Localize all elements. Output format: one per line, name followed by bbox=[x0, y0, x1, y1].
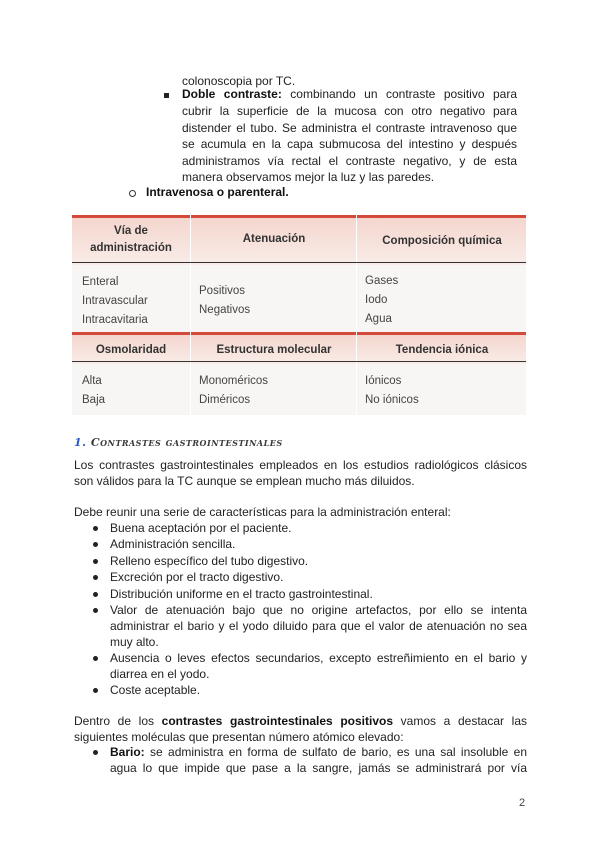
composicion-value: Iodo bbox=[365, 294, 388, 306]
header-via-administracion: Vía de administración bbox=[90, 225, 172, 254]
section-number: 1. bbox=[74, 436, 87, 449]
header-estructura-molecular: Estructura molecular bbox=[216, 344, 332, 356]
para1-line1: Los contrastes gastrointestinales empleados en los estudios radiológicos clásicos bbox=[74, 458, 527, 472]
atenuacion-value: Negativos bbox=[199, 304, 251, 316]
square-bullet-icon bbox=[164, 93, 169, 98]
bullet-item: Distribución uniforme en el tracto gastrointestinal. bbox=[110, 587, 373, 601]
bullet-icon bbox=[93, 656, 98, 661]
doble-contraste-line4: se acumula en la capa submucosa del intestino y después bbox=[182, 137, 517, 151]
row-divider bbox=[72, 361, 526, 362]
colonoscopia-line: colonoscopia por TC. bbox=[182, 74, 296, 88]
para1-line2: son válidos para la TC aunque se emplean mucho más diluidos. bbox=[74, 474, 415, 488]
header-osmolaridad: Osmolaridad bbox=[95, 344, 167, 356]
bullet-valor-line3: muy alto. bbox=[110, 635, 159, 649]
bullet-icon bbox=[93, 688, 98, 693]
para3-bold: contrastes gastrointestinales positivos bbox=[161, 714, 394, 728]
header-atenuacion: Atenuación bbox=[242, 233, 306, 245]
header-tendencia-ionica: Tendencia iónica bbox=[395, 344, 489, 356]
bullet-item: Relleno específico del tubo digestivo. bbox=[110, 554, 309, 568]
section-heading bbox=[74, 436, 283, 449]
bario-line2: agua lo que impide que pase a la sangre, jamás se administrará por vía bbox=[110, 761, 527, 775]
bullet-valor-line2: administrar el bario y el yodo diluido para que el valor de atenuación no sea bbox=[110, 619, 527, 633]
intravenosa-label: Intravenosa o parenteral. bbox=[146, 185, 289, 199]
via-value: Enteral bbox=[82, 276, 119, 288]
intravenosa-line bbox=[146, 185, 289, 200]
hollow-bullet-icon bbox=[129, 190, 136, 197]
estructura-value: Monoméricos bbox=[199, 375, 269, 387]
composicion-value: Agua bbox=[365, 313, 392, 325]
tendencia-value: No iónicos bbox=[365, 394, 419, 406]
bullet-coste: Coste aceptable. bbox=[110, 683, 201, 697]
page-number: 2 bbox=[519, 797, 526, 809]
bullet-item: Buena aceptación por el paciente. bbox=[110, 521, 292, 535]
doble-contraste-line3: distender el tubo. Se administra el contraste intravenoso que bbox=[182, 121, 517, 135]
bullet-ausencia-line2: diarrea en el yodo. bbox=[110, 667, 210, 681]
para3-line2: siguientes moléculas que presentan número atómico elevado: bbox=[74, 730, 404, 744]
osmolaridad-value: Baja bbox=[82, 394, 106, 406]
bullet-icon bbox=[93, 750, 98, 755]
bullet-icon bbox=[93, 559, 98, 564]
row-divider bbox=[72, 262, 526, 263]
para3-post: vamos a destacar las bbox=[393, 714, 528, 728]
para2: Debe reunir una serie de características para la administración enteral: bbox=[74, 505, 451, 519]
doble-contraste-line2: cubrir la superficie de la mucosa con otro negativo para bbox=[182, 104, 517, 118]
bullet-icon bbox=[93, 575, 98, 580]
para3-line1 bbox=[74, 714, 527, 729]
bullet-item: Excreción por el tracto digestivo. bbox=[110, 570, 284, 584]
tendencia-value: Iónicos bbox=[365, 375, 402, 387]
bullet-valor-line1: Valor de atenuación bajo que no origine artefactos, por ello se intenta bbox=[110, 603, 527, 617]
via-value: Intracavitaria bbox=[82, 314, 148, 326]
col-divider bbox=[356, 215, 357, 415]
bullet-icon bbox=[93, 526, 98, 531]
estructura-value: Diméricos bbox=[199, 394, 251, 406]
bario-line1 bbox=[110, 745, 527, 760]
col-divider bbox=[190, 215, 191, 415]
header-composicion-quimica: Composición química bbox=[382, 235, 502, 247]
contrast-classification-table bbox=[72, 215, 526, 415]
bullet-icon bbox=[93, 608, 98, 613]
atenuacion-value: Positivos bbox=[199, 285, 246, 297]
osmolaridad-value: Alta bbox=[82, 375, 102, 387]
section-title: Contrastes gastrointestinales bbox=[90, 436, 283, 449]
bullet-ausencia-line1: Ausencia o leves efectos secundarios, excepto estreñimiento en el bario y bbox=[110, 651, 527, 665]
composicion-value: Gases bbox=[365, 275, 399, 287]
via-value: Intravascular bbox=[82, 295, 148, 307]
doble-contraste-line1 bbox=[182, 87, 517, 102]
bullet-icon bbox=[93, 592, 98, 597]
doble-contraste-line5: administramos vía rectal el contraste negativo, y de esta bbox=[182, 154, 517, 168]
doble-contraste-line6: manera observamos mejor la luz y las paredes. bbox=[182, 170, 435, 184]
bario-label: Bario: bbox=[110, 745, 145, 759]
doble-contraste-label: Doble contraste: bbox=[182, 87, 282, 101]
bario-text-0: se administra en forma de sulfato de bario, es una sal insoluble en bbox=[144, 745, 527, 759]
bullet-item: Administración sencilla. bbox=[110, 537, 236, 551]
bullet-icon bbox=[93, 542, 98, 547]
para3-pre: Dentro de los bbox=[74, 714, 162, 728]
doble-text-0: combinando un contraste positivo para bbox=[281, 87, 517, 101]
